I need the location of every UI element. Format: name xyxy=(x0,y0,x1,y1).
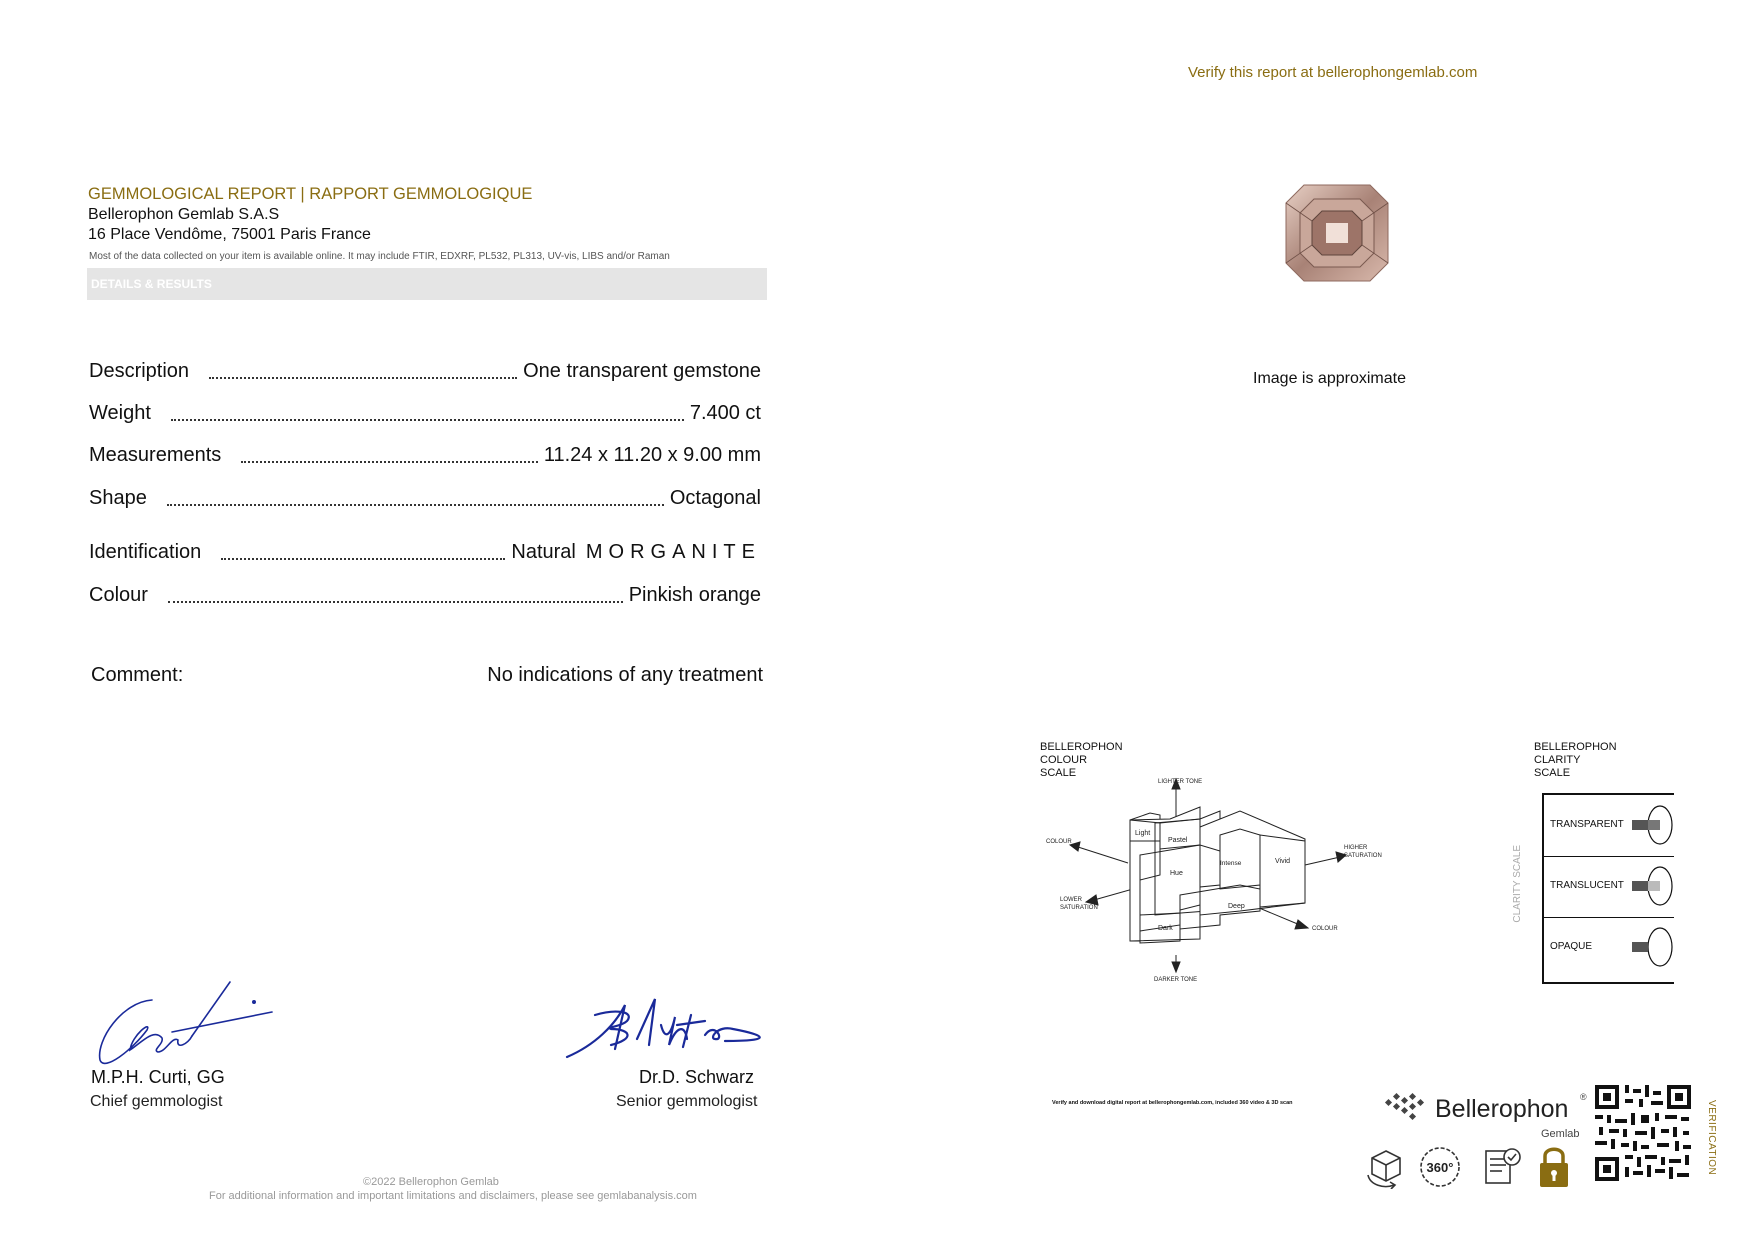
detail-label: Description xyxy=(89,360,190,382)
label-darker-tone: DARKER TONE xyxy=(1154,977,1198,983)
clarity-level-opaque xyxy=(1544,917,1674,978)
label-intense: Intense xyxy=(1220,860,1242,867)
brand-name: Bellerophon xyxy=(1435,1095,1569,1123)
clarity-translucent-icon xyxy=(1632,864,1674,908)
360-badge-text: 360° xyxy=(1426,1160,1454,1175)
colour-scale-title-line: SCALE xyxy=(1040,767,1077,779)
verify-link[interactable]: Verify this report at bellerophongemlab.com xyxy=(1188,64,1478,81)
detail-row-measurements xyxy=(89,444,761,467)
leader-dots xyxy=(209,376,517,379)
detail-value: 11.24 x 11.20 x 9.00 mm xyxy=(543,444,761,466)
label-lower-saturation: SATURATION xyxy=(1060,905,1098,911)
comment-row xyxy=(91,664,763,687)
detail-label: Shape xyxy=(89,487,147,509)
leader-dots xyxy=(167,503,664,506)
clarity-opaque-icon xyxy=(1632,925,1674,969)
clarity-level-label: TRANSLUCENT xyxy=(1550,880,1624,891)
copyright: ©2022 Bellerophon Gemlab xyxy=(363,1176,499,1188)
leader-dots xyxy=(221,557,505,560)
signatory-role: Senior gemmologist xyxy=(616,1093,758,1110)
identification-prefix: Natural xyxy=(511,541,576,563)
comment-label: Comment: xyxy=(91,664,184,686)
label-pastel: Pastel xyxy=(1168,837,1188,844)
signature-curti xyxy=(92,980,282,1072)
detail-value: Pinkish orange xyxy=(628,584,761,606)
label-higher-saturation: HIGHER xyxy=(1344,845,1368,851)
leader-dots xyxy=(171,418,684,421)
digital-report-note: Verify and download digital report at bellerophongemlab.com, included 360 video & 3D scan xyxy=(1052,1100,1293,1106)
clarity-level-translucent xyxy=(1544,856,1674,918)
section-header xyxy=(87,268,767,300)
clarity-level-transparent xyxy=(1544,795,1674,857)
detail-value xyxy=(511,541,761,564)
detail-label: Measurements xyxy=(89,444,222,466)
detail-row-description xyxy=(89,360,761,383)
detail-row-weight xyxy=(89,402,761,425)
detail-value: Octagonal xyxy=(669,487,761,509)
360-video-icon[interactable] xyxy=(1418,1145,1462,1189)
label-lower-saturation: LOWER xyxy=(1060,897,1083,903)
data-note: Most of the data collected on your item is available online. It may include FTIR, EDXRF, PL532, PL313, UV-vis, LIBS and/or Raman xyxy=(89,251,670,262)
comment-value: No indications of any treatment xyxy=(487,664,763,686)
report-title: GEMMOLOGICAL REPORT | RAPPORT GEMMOLOGIQUE xyxy=(88,185,533,203)
detail-row-shape xyxy=(89,487,761,510)
identification-species: MORGANITE xyxy=(585,541,761,563)
colour-scale-diagram xyxy=(1040,775,1400,985)
label-colour-left: COLOUR xyxy=(1046,839,1072,845)
clarity-scale-side-label: CLARITY SCALE xyxy=(1512,845,1523,923)
registered-mark: ® xyxy=(1580,1092,1587,1102)
label-colour-right: COLOUR xyxy=(1312,926,1338,932)
colour-scale-title-line: COLOUR xyxy=(1040,754,1088,766)
brand-sub: Gemlab xyxy=(1541,1128,1580,1140)
clarity-transparent-icon xyxy=(1632,803,1674,847)
leader-dots xyxy=(168,600,623,603)
detail-row-identification xyxy=(89,541,761,564)
company-name: Bellerophon Gemlab S.A.S xyxy=(88,206,280,223)
label-light: Light xyxy=(1135,830,1151,837)
detail-value: One transparent gemstone xyxy=(523,360,761,382)
colour-scale-title-line: BELLEROPHON xyxy=(1040,741,1123,753)
signatory-role: Chief gemmologist xyxy=(90,1093,223,1110)
label-higher-saturation: SATURATION xyxy=(1344,853,1382,859)
detail-label: Weight xyxy=(89,402,151,424)
section-header-label: DETAILS & RESULTS xyxy=(91,277,212,291)
clarity-scale-table xyxy=(1542,793,1674,984)
image-caption: Image is approximate xyxy=(1253,370,1406,387)
label-dark: Dark xyxy=(1158,925,1173,932)
company-address: 16 Place Vendôme, 75001 Paris France xyxy=(88,226,371,243)
detail-row-colour xyxy=(89,584,761,607)
bellerophon-logo-icon xyxy=(1384,1090,1432,1124)
detail-label: Colour xyxy=(89,584,148,606)
signatory-name: Dr.D. Schwarz xyxy=(639,1067,755,1087)
clarity-level-label: OPAQUE xyxy=(1550,941,1593,952)
label-hue: Hue xyxy=(1170,870,1183,877)
gemstone-image xyxy=(1284,183,1390,283)
lock-icon xyxy=(1536,1143,1572,1189)
clarity-scale-title-line: CLARITY xyxy=(1534,754,1581,766)
detail-value: 7.400 ct xyxy=(689,402,761,424)
disclaimer: For additional information and important limitations and disclaimers, please see gemlabanalysis.com xyxy=(209,1190,697,1202)
clarity-scale-title-line: BELLEROPHON xyxy=(1534,741,1617,753)
clarity-scale-title xyxy=(1534,741,1617,780)
qr-code-icon[interactable] xyxy=(1595,1085,1691,1181)
clarity-level-label: TRANSPARENT xyxy=(1550,819,1624,830)
3d-scan-icon[interactable] xyxy=(1364,1145,1408,1189)
verification-label: VERIFICATION xyxy=(1706,1100,1717,1176)
clarity-scale-title-line: SCALE xyxy=(1534,767,1571,779)
certificate-icon[interactable] xyxy=(1480,1145,1524,1189)
signatory-name: M.P.H. Curti, GG xyxy=(91,1067,225,1087)
label-deep: Deep xyxy=(1228,903,1245,910)
label-vivid: Vivid xyxy=(1275,858,1291,865)
leader-dots xyxy=(241,460,538,463)
signature-schwarz xyxy=(565,995,780,1065)
label-lighter-tone: LIGHTER TONE xyxy=(1158,779,1203,785)
detail-label: Identification xyxy=(89,541,202,563)
